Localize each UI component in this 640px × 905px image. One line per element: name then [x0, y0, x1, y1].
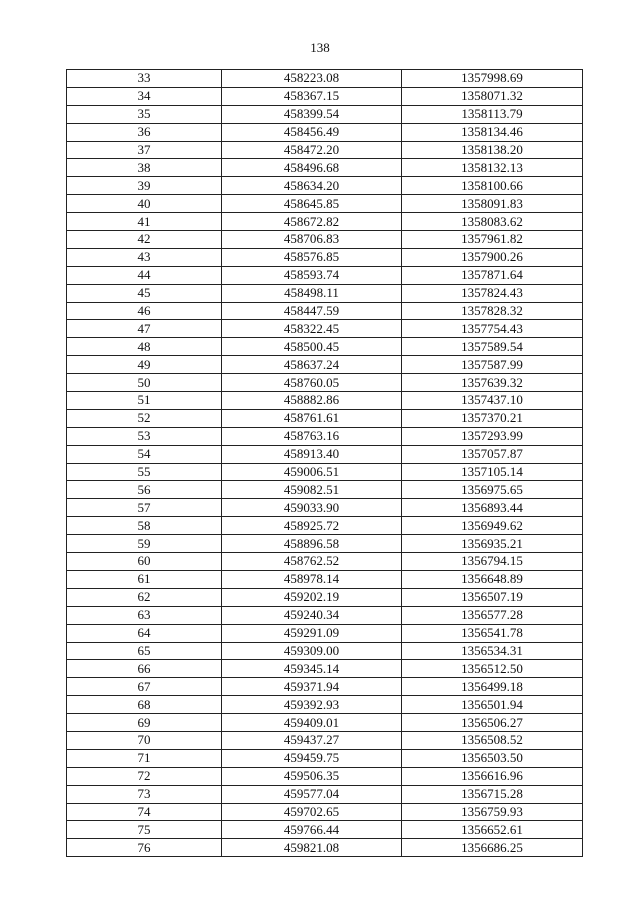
- table-row: [67, 749, 583, 767]
- y-coordinate-cell: 1356616.96: [402, 767, 583, 785]
- table-row: [67, 606, 583, 624]
- table-row: [67, 141, 583, 159]
- y-coordinate-cell: 1357998.69: [402, 70, 583, 88]
- x-coordinate-cell: 458706.83: [222, 231, 402, 249]
- x-coordinate-cell: 459006.51: [222, 463, 402, 481]
- y-coordinate-cell: 1356893.44: [402, 499, 583, 517]
- table-row: [67, 481, 583, 499]
- y-coordinate-cell: 1356648.89: [402, 570, 583, 588]
- x-coordinate-cell: 458645.85: [222, 195, 402, 213]
- table-row: [67, 123, 583, 141]
- point-number-cell: 72: [67, 767, 222, 785]
- y-coordinate-cell: 1356501.94: [402, 696, 583, 714]
- x-coordinate-cell: 458367.15: [222, 87, 402, 105]
- y-coordinate-cell: 1357587.99: [402, 356, 583, 374]
- x-coordinate-cell: 458882.86: [222, 392, 402, 410]
- point-number-cell: 49: [67, 356, 222, 374]
- x-coordinate-cell: 459345.14: [222, 660, 402, 678]
- point-number-cell: 41: [67, 213, 222, 231]
- point-number-cell: 69: [67, 714, 222, 732]
- table-row: [67, 821, 583, 839]
- point-number-cell: 56: [67, 481, 222, 499]
- point-number-cell: 74: [67, 803, 222, 821]
- x-coordinate-cell: 459577.04: [222, 785, 402, 803]
- table-row: [67, 284, 583, 302]
- table-row: [67, 499, 583, 517]
- x-coordinate-cell: 458223.08: [222, 70, 402, 88]
- y-coordinate-cell: 1358132.13: [402, 159, 583, 177]
- table-row: [67, 678, 583, 696]
- y-coordinate-cell: 1356975.65: [402, 481, 583, 499]
- point-number-cell: 45: [67, 284, 222, 302]
- x-coordinate-cell: 459240.34: [222, 606, 402, 624]
- point-number-cell: 65: [67, 642, 222, 660]
- table-row: [67, 392, 583, 410]
- y-coordinate-cell: 1356686.25: [402, 839, 583, 857]
- point-number-cell: 61: [67, 570, 222, 588]
- x-coordinate-cell: 459033.90: [222, 499, 402, 517]
- table-row: [67, 517, 583, 535]
- table-row: [67, 248, 583, 266]
- x-coordinate-cell: 459459.75: [222, 749, 402, 767]
- point-number-cell: 51: [67, 392, 222, 410]
- x-coordinate-cell: 458762.52: [222, 553, 402, 571]
- point-number-cell: 58: [67, 517, 222, 535]
- y-coordinate-cell: 1357589.54: [402, 338, 583, 356]
- table-row: [67, 338, 583, 356]
- point-number-cell: 62: [67, 588, 222, 606]
- coordinates-table-body: [67, 70, 583, 857]
- x-coordinate-cell: 458925.72: [222, 517, 402, 535]
- x-coordinate-cell: 458761.61: [222, 409, 402, 427]
- y-coordinate-cell: 1358091.83: [402, 195, 583, 213]
- x-coordinate-cell: 458500.45: [222, 338, 402, 356]
- x-coordinate-cell: 459082.51: [222, 481, 402, 499]
- x-coordinate-cell: 458593.74: [222, 266, 402, 284]
- x-coordinate-cell: 458672.82: [222, 213, 402, 231]
- y-coordinate-cell: 1356508.52: [402, 731, 583, 749]
- point-number-cell: 50: [67, 374, 222, 392]
- x-coordinate-cell: 459291.09: [222, 624, 402, 642]
- point-number-cell: 35: [67, 105, 222, 123]
- x-coordinate-cell: 458399.54: [222, 105, 402, 123]
- point-number-cell: 54: [67, 445, 222, 463]
- y-coordinate-cell: 1357754.43: [402, 320, 583, 338]
- y-coordinate-cell: 1356499.18: [402, 678, 583, 696]
- table-row: [67, 767, 583, 785]
- table-row: [67, 535, 583, 553]
- table-row: [67, 553, 583, 571]
- y-coordinate-cell: 1356652.61: [402, 821, 583, 839]
- x-coordinate-cell: 458913.40: [222, 445, 402, 463]
- table-row: [67, 266, 583, 284]
- table-row: [67, 70, 583, 88]
- point-number-cell: 39: [67, 177, 222, 195]
- point-number-cell: 40: [67, 195, 222, 213]
- point-number-cell: 67: [67, 678, 222, 696]
- x-coordinate-cell: 458763.16: [222, 427, 402, 445]
- x-coordinate-cell: 458760.05: [222, 374, 402, 392]
- y-coordinate-cell: 1356534.31: [402, 642, 583, 660]
- y-coordinate-cell: 1356794.15: [402, 553, 583, 571]
- point-number-cell: 60: [67, 553, 222, 571]
- x-coordinate-cell: 458472.20: [222, 141, 402, 159]
- x-coordinate-cell: 459506.35: [222, 767, 402, 785]
- point-number-cell: 68: [67, 696, 222, 714]
- table-row: [67, 356, 583, 374]
- table-row: [67, 445, 583, 463]
- point-number-cell: 43: [67, 248, 222, 266]
- table-row: [67, 785, 583, 803]
- y-coordinate-cell: 1358071.32: [402, 87, 583, 105]
- point-number-cell: 57: [67, 499, 222, 517]
- y-coordinate-cell: 1357437.10: [402, 392, 583, 410]
- point-number-cell: 53: [67, 427, 222, 445]
- y-coordinate-cell: 1357370.21: [402, 409, 583, 427]
- x-coordinate-cell: 459702.65: [222, 803, 402, 821]
- table-row: [67, 588, 583, 606]
- x-coordinate-cell: 459392.93: [222, 696, 402, 714]
- point-number-cell: 64: [67, 624, 222, 642]
- point-number-cell: 71: [67, 749, 222, 767]
- point-number-cell: 59: [67, 535, 222, 553]
- x-coordinate-cell: 459409.01: [222, 714, 402, 732]
- point-number-cell: 76: [67, 839, 222, 857]
- table-row: [67, 570, 583, 588]
- table-row: [67, 839, 583, 857]
- x-coordinate-cell: 458896.58: [222, 535, 402, 553]
- y-coordinate-cell: 1358083.62: [402, 213, 583, 231]
- y-coordinate-cell: 1357105.14: [402, 463, 583, 481]
- point-number-cell: 75: [67, 821, 222, 839]
- point-number-cell: 48: [67, 338, 222, 356]
- table-row: [67, 320, 583, 338]
- x-coordinate-cell: 458322.45: [222, 320, 402, 338]
- x-coordinate-cell: 458447.59: [222, 302, 402, 320]
- table-row: [67, 302, 583, 320]
- point-number-cell: 37: [67, 141, 222, 159]
- table-row: [67, 731, 583, 749]
- y-coordinate-cell: 1356541.78: [402, 624, 583, 642]
- x-coordinate-cell: 459821.08: [222, 839, 402, 857]
- table-row: [67, 624, 583, 642]
- y-coordinate-cell: 1357057.87: [402, 445, 583, 463]
- point-number-cell: 46: [67, 302, 222, 320]
- table-row: [67, 87, 583, 105]
- table-row: [67, 660, 583, 678]
- point-number-cell: 47: [67, 320, 222, 338]
- table-row: [67, 803, 583, 821]
- y-coordinate-cell: 1358113.79: [402, 105, 583, 123]
- y-coordinate-cell: 1356949.62: [402, 517, 583, 535]
- x-coordinate-cell: 459766.44: [222, 821, 402, 839]
- point-number-cell: 73: [67, 785, 222, 803]
- coordinates-table: [66, 69, 583, 857]
- x-coordinate-cell: 459309.00: [222, 642, 402, 660]
- table-row: [67, 427, 583, 445]
- y-coordinate-cell: 1356935.21: [402, 535, 583, 553]
- x-coordinate-cell: 458576.85: [222, 248, 402, 266]
- y-coordinate-cell: 1356512.50: [402, 660, 583, 678]
- y-coordinate-cell: 1357639.32: [402, 374, 583, 392]
- x-coordinate-cell: 459437.27: [222, 731, 402, 749]
- y-coordinate-cell: 1356577.28: [402, 606, 583, 624]
- table-row: [67, 105, 583, 123]
- x-coordinate-cell: 458498.11: [222, 284, 402, 302]
- table-row: [67, 374, 583, 392]
- table-row: [67, 177, 583, 195]
- y-coordinate-cell: 1357961.82: [402, 231, 583, 249]
- point-number-cell: 33: [67, 70, 222, 88]
- y-coordinate-cell: 1356507.19: [402, 588, 583, 606]
- point-number-cell: 34: [67, 87, 222, 105]
- table-row: [67, 231, 583, 249]
- point-number-cell: 66: [67, 660, 222, 678]
- y-coordinate-cell: 1357824.43: [402, 284, 583, 302]
- x-coordinate-cell: 459371.94: [222, 678, 402, 696]
- x-coordinate-cell: 458634.20: [222, 177, 402, 195]
- y-coordinate-cell: 1358134.46: [402, 123, 583, 141]
- table-row: [67, 463, 583, 481]
- x-coordinate-cell: 458456.49: [222, 123, 402, 141]
- x-coordinate-cell: 458496.68: [222, 159, 402, 177]
- table-row: [67, 696, 583, 714]
- y-coordinate-cell: 1356715.28: [402, 785, 583, 803]
- point-number-cell: 55: [67, 463, 222, 481]
- table-row: [67, 213, 583, 231]
- point-number-cell: 44: [67, 266, 222, 284]
- x-coordinate-cell: 458978.14: [222, 570, 402, 588]
- point-number-cell: 42: [67, 231, 222, 249]
- y-coordinate-cell: 1357871.64: [402, 266, 583, 284]
- table-row: [67, 195, 583, 213]
- point-number-cell: 63: [67, 606, 222, 624]
- y-coordinate-cell: 1358100.66: [402, 177, 583, 195]
- page-number: 138: [310, 40, 330, 55]
- point-number-cell: 36: [67, 123, 222, 141]
- x-coordinate-cell: 459202.19: [222, 588, 402, 606]
- point-number-cell: 70: [67, 731, 222, 749]
- table-row: [67, 409, 583, 427]
- x-coordinate-cell: 458637.24: [222, 356, 402, 374]
- y-coordinate-cell: 1356503.50: [402, 749, 583, 767]
- y-coordinate-cell: 1356759.93: [402, 803, 583, 821]
- y-coordinate-cell: 1358138.20: [402, 141, 583, 159]
- table-row: [67, 159, 583, 177]
- point-number-cell: 38: [67, 159, 222, 177]
- y-coordinate-cell: 1357900.26: [402, 248, 583, 266]
- y-coordinate-cell: 1357828.32: [402, 302, 583, 320]
- table-row: [67, 714, 583, 732]
- table-row: [67, 642, 583, 660]
- y-coordinate-cell: 1356506.27: [402, 714, 583, 732]
- point-number-cell: 52: [67, 409, 222, 427]
- y-coordinate-cell: 1357293.99: [402, 427, 583, 445]
